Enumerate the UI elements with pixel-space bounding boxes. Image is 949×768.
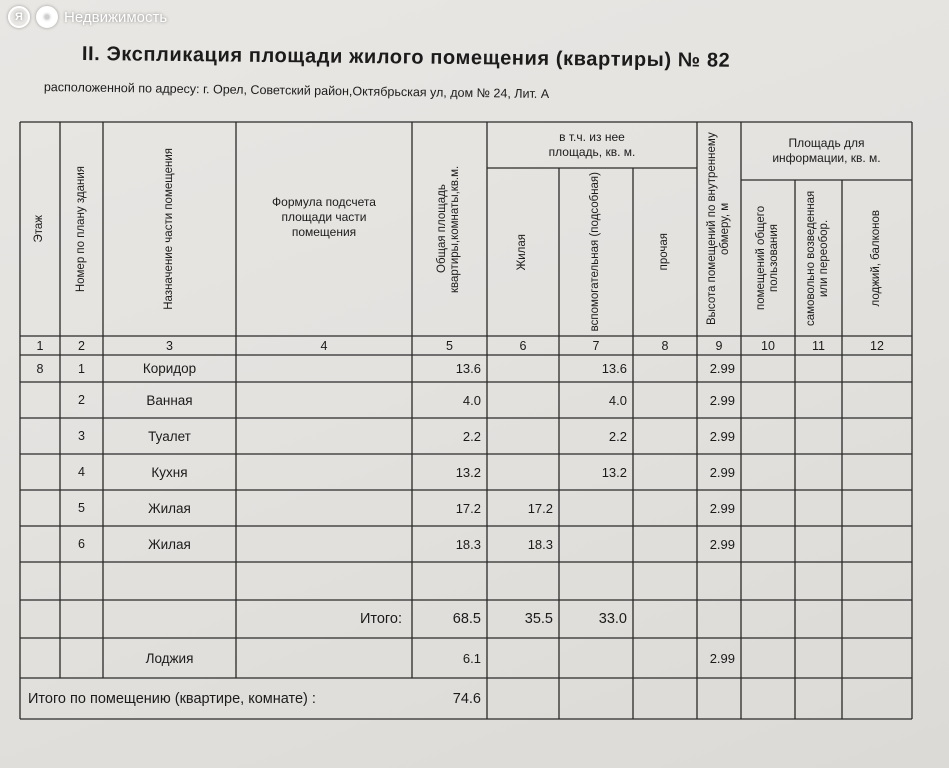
- header-floor-label: Этаж: [33, 215, 46, 243]
- column-number: 4: [320, 338, 328, 353]
- row-height: 2.99: [709, 500, 735, 516]
- column-number: 2: [78, 338, 85, 353]
- loggia-total-area: 6.1: [462, 650, 481, 666]
- row-living-area: 18.3: [527, 536, 553, 552]
- row-total-area: 17.2: [455, 500, 481, 516]
- row-height: 2.99: [709, 361, 735, 376]
- header-self-built: [795, 180, 842, 336]
- subtotal-auxiliary-area: 33.0: [598, 611, 627, 627]
- row-number: 5: [78, 501, 85, 515]
- column-number: 3: [166, 338, 173, 353]
- header-formula: Формула подсчета площади части помещения: [272, 194, 376, 239]
- document-title: II. Экспликация площади жилого помещения (квартиры) № 82: [81, 43, 731, 72]
- header-incl-group: в т.ч. из нее площадь, кв. м.: [548, 130, 636, 159]
- row-floor: [20, 418, 60, 454]
- column-number: 6: [519, 338, 527, 353]
- row-total-area: 2.2: [462, 428, 481, 444]
- row-number: 1: [78, 361, 85, 376]
- loggia-name: Лоджия: [145, 650, 194, 666]
- row-total-area: 4.0: [462, 392, 481, 408]
- row-name: Коридор: [142, 361, 197, 376]
- grand-total-label: Итого по помещению (квартире, комнате) :: [28, 690, 316, 707]
- header-living: [487, 168, 559, 336]
- row-living-area: 17.2: [527, 500, 553, 516]
- watermark-brand: Недвижимость: [64, 8, 168, 26]
- row-number: 6: [78, 537, 85, 551]
- header-floor: [20, 122, 60, 336]
- header-common-use: [741, 180, 795, 336]
- header-self-built-label: самовольно возведенная или переобор.: [805, 190, 831, 326]
- row-total-area: 13.6: [455, 361, 481, 376]
- row-height: 2.99: [709, 428, 735, 444]
- row-living-area: [487, 454, 559, 490]
- header-living-label: Жилая: [516, 233, 529, 271]
- row-auxiliary-area: 13.2: [601, 464, 627, 480]
- loggia-height: 2.99: [709, 650, 735, 666]
- row-auxiliary-area: 2.2: [608, 428, 627, 444]
- header-other: [633, 168, 697, 336]
- row-floor: [20, 490, 60, 526]
- header-auxiliary-label: вспомогательная (подсобная): [589, 172, 602, 332]
- header-other-label: прочая: [658, 233, 671, 271]
- row-total-area: 18.3: [455, 536, 481, 552]
- row-floor: 8: [36, 361, 44, 376]
- row-name: Жилая: [148, 536, 191, 552]
- row-floor: [20, 454, 60, 490]
- header-purpose: [103, 122, 236, 336]
- column-number: 1: [36, 338, 44, 353]
- header-auxiliary: [559, 168, 633, 336]
- row-name: Жилая: [148, 500, 191, 516]
- header-info-group: Площадь для информации, кв. м.: [772, 136, 881, 165]
- column-number: 8: [661, 338, 669, 353]
- row-height: 2.99: [709, 536, 735, 552]
- row-auxiliary-area: 13.6: [601, 361, 627, 376]
- row-living-area: [487, 355, 559, 382]
- subtotal-total-area: 68.5: [452, 611, 481, 627]
- row-auxiliary-area: [559, 490, 633, 526]
- watermark-circle-icon: ●: [36, 6, 58, 28]
- subtotal-label: Итого:: [359, 611, 402, 627]
- header-total-area-label: Общая площадь квартиры,комнаты,кв.м.: [436, 165, 462, 293]
- column-number: 9: [715, 338, 723, 353]
- column-number: 11: [812, 338, 825, 353]
- row-number: 3: [78, 429, 85, 443]
- header-plan-number-label: Номер по плану здания: [74, 165, 87, 293]
- row-floor: [20, 526, 60, 562]
- column-number: 5: [446, 338, 453, 353]
- column-number: 10: [761, 338, 775, 353]
- watermark-logo-icon: Я: [8, 6, 30, 28]
- header-common-use-label: помещений общего пользования: [754, 205, 780, 311]
- row-height: 2.99: [709, 464, 735, 480]
- header-purpose-label: Назначение части помещения: [162, 148, 175, 310]
- row-number: 2: [78, 393, 85, 407]
- row-floor: [20, 382, 60, 418]
- header-loggia-balcony: [842, 180, 912, 336]
- header-height-label: Высота помещений по внутреннему обмеру, м: [705, 132, 731, 326]
- header-loggia-balcony-label: лоджий, балконов: [870, 209, 883, 307]
- row-name: Туалет: [148, 428, 191, 444]
- column-number: 7: [592, 338, 600, 353]
- row-auxiliary-area: [559, 526, 633, 562]
- document-address: расположенной по адресу: г. Орел, Советский район,Октябрьская ул, дом № 24, Лит. А: [43, 80, 550, 102]
- row-name: Кухня: [151, 464, 188, 480]
- row-living-area: [487, 382, 559, 418]
- row-auxiliary-area: 4.0: [608, 392, 627, 408]
- row-total-area: 13.2: [455, 464, 481, 480]
- header-height: [697, 122, 741, 336]
- grand-total-value: 74.6: [452, 690, 481, 707]
- header-total-area: [412, 122, 487, 336]
- column-number: 12: [870, 338, 884, 353]
- row-number: 4: [78, 465, 85, 479]
- header-plan-number: [60, 122, 103, 336]
- row-height: 2.99: [709, 392, 735, 408]
- row-living-area: [487, 418, 559, 454]
- subtotal-living-area: 35.5: [524, 611, 553, 627]
- row-name: Ванная: [146, 392, 193, 408]
